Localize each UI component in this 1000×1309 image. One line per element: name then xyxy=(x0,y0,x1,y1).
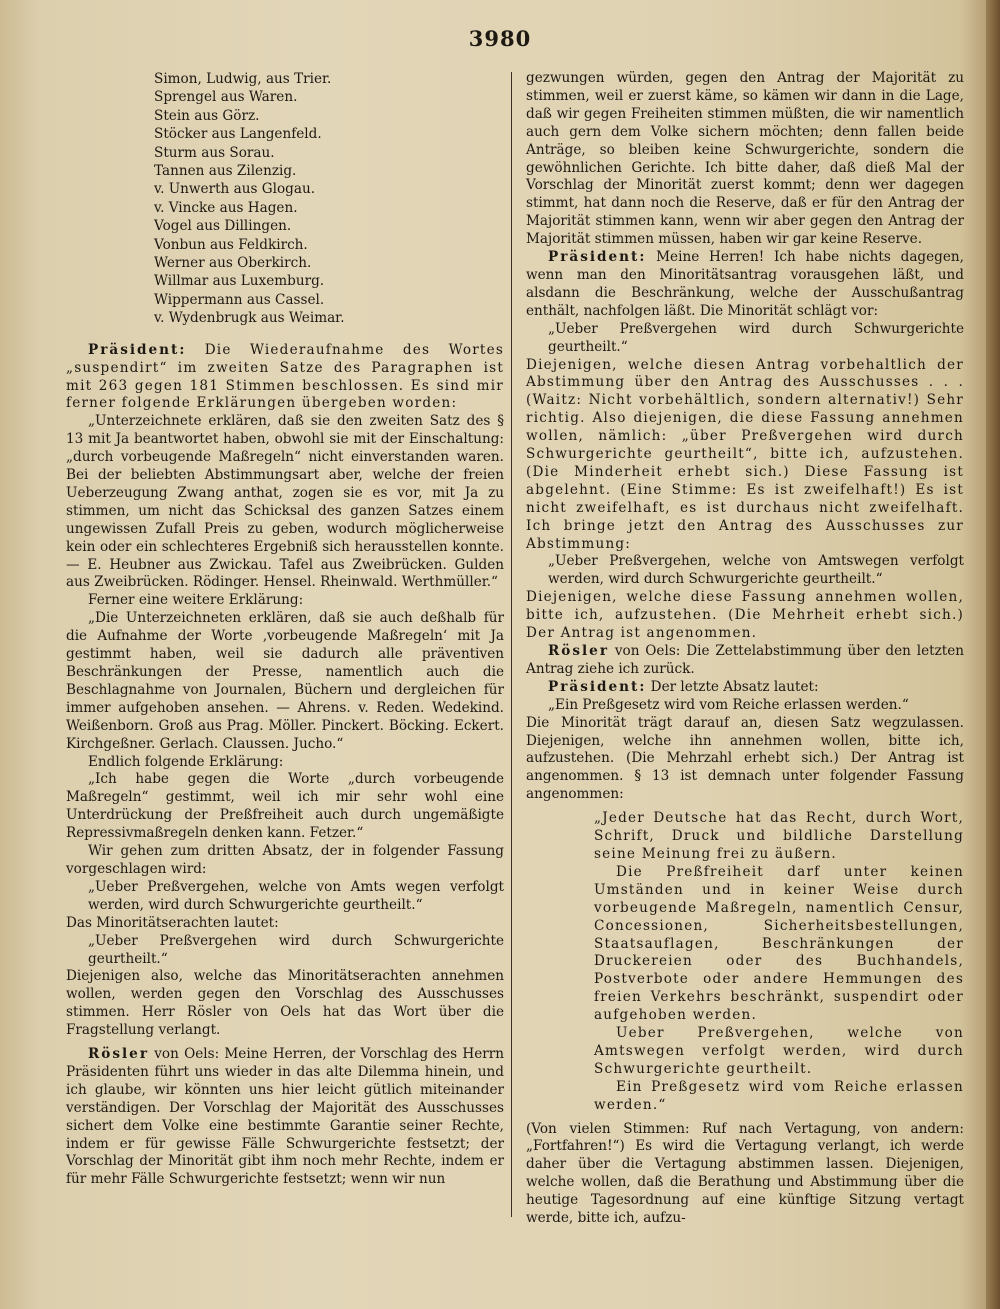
name-list-item: Werner aus Oberkirch. xyxy=(154,255,312,272)
article-13-text: Die Preßfreiheit darf unter keinen Umständen und in keiner Weise durch vorbeugende Maßregeln, namentlich Censur, Concessionen, Sicherheitsbestellungen, Staatsauflagen, Beschränkungen der Druckereien oder des Buchhandels, Postverbote oder andere Hemmungen des freien Verkehrs beschränkt, suspendirt oder aufgehoben werden. xyxy=(594,863,964,1024)
column-divider xyxy=(511,72,512,1217)
committee-proposal-quote: „Ueber Preßvergehen, welche von Amts wegen verfolgt werden, wird durch Schwurgerichte geurtheilt.“ xyxy=(88,878,504,913)
left-column xyxy=(66,70,504,1189)
paragraph: Diejenigen also, welche das Minoritätserachten annehmen wollen, werden gegen den Vorschlag des Ausschusses stimmen. Herr Rösler von Oels hat das Wort über die Fragstellung verlangt. xyxy=(66,968,504,1039)
statement-text: Meine Herren! Ich habe nichts dagegen, wenn man den Minoritätsantrag vorausgehen läßt, und alsdann die Beschränkung, welche der Ausschußantrag enthält, nachfolgen läßt. Die Minorität schlägt vor: xyxy=(526,249,964,319)
paragraph: Ferner eine weitere Erklärung: xyxy=(88,592,304,609)
paragraph: Endlich folgende Erklärung: xyxy=(88,753,284,770)
paragraph: Diejenigen, welche diesen Antrag vorbehaltlich der Abstimmung über den Antrag des Ausschusses . . . (Waitz: Nicht vorbehältlich, sondern alternativ!) Sehr richtig. Also diejenigen, die diese Fassung annehmen wollen, nämlich: „über Preßvergehen wird durch Schwurgerichte geurtheilt“, bitte ich, aufzustehen. (Die Minderheit erhebt sich.) Diese Fassung ist abgelehnt. (Eine Stimme: Es ist zweifelhaft!) Es ist nicht zweifelhaft, es ist durchaus nicht zweifelhaft. Ich bringe jetzt den Antrag des Ausschusses zur Abstimmung: xyxy=(526,356,964,552)
name-list-item: v. Unwerth aus Glogau. xyxy=(154,181,316,198)
name-list-item: Simon, Ludwig, aus Trier. xyxy=(154,71,332,87)
paragraph: Wir gehen zum dritten Absatz, der in folgender Fassung vorgeschlagen wird: xyxy=(66,843,504,877)
name-list-item: Sprengel aus Waren. xyxy=(154,89,298,106)
reich-law-quote: „Ein Preßgesetz wird vom Reiche erlassen werden.“ xyxy=(548,696,909,713)
name-list-item: Sturm aus Sorau. xyxy=(154,144,275,161)
name-list-item: Stein aus Görz. xyxy=(154,107,260,124)
president-statement xyxy=(526,249,964,321)
declaration-3: „Ich habe gegen die Worte „durch vorbeugende Maßregeln“ gestimmt, weil ich mir sehr wohl eine Unterdrückung der Preßfreiheit auch durch ungemäßigte Repressivmaßregeln denken kann. Fetzer.“ xyxy=(66,771,504,842)
minority-proposal-quote: „Ueber Preßvergehen wird durch Schwurgerichte geurtheilt.“ xyxy=(88,932,504,967)
name-list-item: Willmar aus Luxemburg. xyxy=(154,273,325,290)
statement-text: von Oels: Die Zettelabstimmung über den letzten Antrag ziehe ich zurück. xyxy=(526,643,964,677)
name-list-item: v. Wydenbrugk aus Weimar. xyxy=(154,310,345,327)
speaker-name: Präsident: xyxy=(88,341,187,358)
book-spine-edge xyxy=(986,0,1000,1309)
article-13-text: Ueber Preßvergehen, welche von Amtswegen verfolgt werden, wird durch Schwurgerichte geurtheilt. xyxy=(594,1025,964,1077)
name-list xyxy=(154,70,504,328)
right-column xyxy=(526,70,964,1228)
paragraph: Die Minorität trägt darauf an, diesen Satz wegzulassen. Diejenigen, welche ihn annehmen wollen, bitte ich, aufzustehen. (Die Mehrzahl erhebt sich.) Der Antrag ist angenommen. § 13 ist demnach unter folgender Fassung angenommen: xyxy=(526,714,964,803)
name-list-item: Stöcker aus Langenfeld. xyxy=(154,126,322,143)
speaker-name: Präsident: xyxy=(548,678,647,695)
statement-text: von Oels: Meine Herren, der Vorschlag des Herrn Präsidenten führt uns wieder in das alte Dilemma hinein, und ich glaube, wir könnten uns hier leicht gütlich miteinander verständigen. Der Vorschlag der Majorität des Ausschusses sichert dem Volke eine bestimmte Garantie seiner Rechte, indem er für gewisse Fälle Schwurgerichte festsetzt; der Vorschlag der Minorität gibt ihm noch mehr Rechte, indem er für mehr Fälle Schwurgerichte festsetzt; wenn wir nun xyxy=(66,1046,504,1188)
roesler-statement xyxy=(66,1046,504,1189)
adjournment-paragraph: (Von vielen Stimmen: Ruf nach Vertagung, von andern: „Fortfahren!“) Es wird die Vertagung verlangt, ich werde daher über die Vertagung abstimmen lassen. Diejenigen, welche wollen, daß die Berathung und Abstimmung über die heutige Tagesordnung auf eine künftige Sitzung vertagt werde, bitte ich, aufzu- xyxy=(526,1120,964,1227)
committee-proposal-quote: „Ueber Preßvergehen, welche von Amtswegen verfolgt werden, wird durch Schwurgerichte geurtheilt.“ xyxy=(548,553,964,588)
president-statement xyxy=(66,342,504,414)
paragraph: gezwungen würden, gegen den Antrag der Majorität zu stimmen, weil er zuerst käme, so kämen wir dann in die Lage, daß wir gegen Freiheiten stimmen müßten, die wir namentlich auch gern dem Volke sichern möchten; denn fallen beide Anträge, so bleiben keine Schwurgerichte, sondern die gewöhnlichen Gerichte. Ich bitte daher, daß dieß Mal der Vorschlag der Minorität zuerst kommt; denn wer dagegen stimmt, hat dann noch die Reserve, daß er für den Antrag der Majorität stimmen kann, wenn wir aber gegen den Antrag der Majorität stimmen müssen, haben wir gar keine Reserve. xyxy=(526,70,964,248)
speaker-name: Präsident: xyxy=(548,249,647,266)
page-number: 3980 xyxy=(468,26,532,51)
speaker-name: Rösler xyxy=(88,1046,149,1063)
speaker-name: Rösler xyxy=(548,643,609,659)
name-list-item: v. Vincke aus Hagen. xyxy=(154,199,298,216)
article-13-text: Ein Preßgesetz wird vom Reiche erlassen werden.“ xyxy=(594,1078,964,1113)
declaration-2: „Die Unterzeichneten erklären, daß sie auch deßhalb für die Aufnahme der Worte ‚vorbeugende Maßregeln‘ mit Ja gestimmt haben, weil sie dadurch alle präventiven Beschränkungen der Presse, namentlich auch die Beschlagnahme von Journalen, Büchern und dergleichen für immer aufgehoben ansehen. — Ahrens. v. Reden. Wedekind. Weißenborn. Groß aus Prag. Möller. Pinckert. Böcking. Eckert. Kirchgeßner. Gerlach. Claussen. Jucho.“ xyxy=(66,610,504,752)
name-list-item: Vonbun aus Feldkirch. xyxy=(154,236,308,253)
name-list-item: Tannen aus Zilenzig. xyxy=(154,163,297,180)
paragraph: Das Minoritätserachten lautet: xyxy=(66,914,279,931)
name-list-item: Vogel aus Dillingen. xyxy=(154,218,292,235)
roesler-statement xyxy=(526,643,964,679)
name-list-item: Wippermann aus Cassel. xyxy=(154,291,325,308)
article-13-text: „Jeder Deutsche hat das Recht, durch Wort, Schrift, Druck und bildliche Darstellung seine Meinung frei zu äußern. xyxy=(594,810,964,862)
declaration-1: „Unterzeichnete erklären, daß sie den zweiten Satz des § 13 mit Ja beantwortet haben, obwohl sie mit der Einschaltung: „durch vorbeugende Maßregeln“ nicht einverstanden waren. Bei der beliebten Abstimmungsart aber, welche der freien Ueberzeugung Zwang anthat, zogen sie es vor, mit Ja zu stimmen, um nicht das Schicksal des ganzen Satzes einem ungewissen Zufall Preis zu geben, wodurch möglicherweise kein oder ein schlechteres Ergebniß sich herausstellen konnte. — E. Heubner aus Zwickau. Tafel aus Zweibrücken. Gulden aus Zweibrücken. Rödinger. Hensel. Rheinwald. Werthmüller.“ xyxy=(66,413,504,591)
statement-text: Der letzte Absatz lautet: xyxy=(650,678,819,695)
statement-text: Die Wiederaufnahme des Wortes „suspendirt“ im zweiten Satze des Paragraphen ist mit 263 gegen 181 Stimmen beschlossen. Es sind mir ferner folgende Erklärungen übergeben worden: xyxy=(66,341,504,412)
minority-proposal-quote: „Ueber Preßvergehen wird durch Schwurgerichte geurtheilt.“ xyxy=(548,320,964,355)
paragraph: Diejenigen, welche diese Fassung annehmen wollen, bitte ich, aufzustehen. (Die Mehrheit erhebt sich.) Der Antrag ist angenommen. xyxy=(526,589,964,642)
president-statement xyxy=(526,679,964,697)
